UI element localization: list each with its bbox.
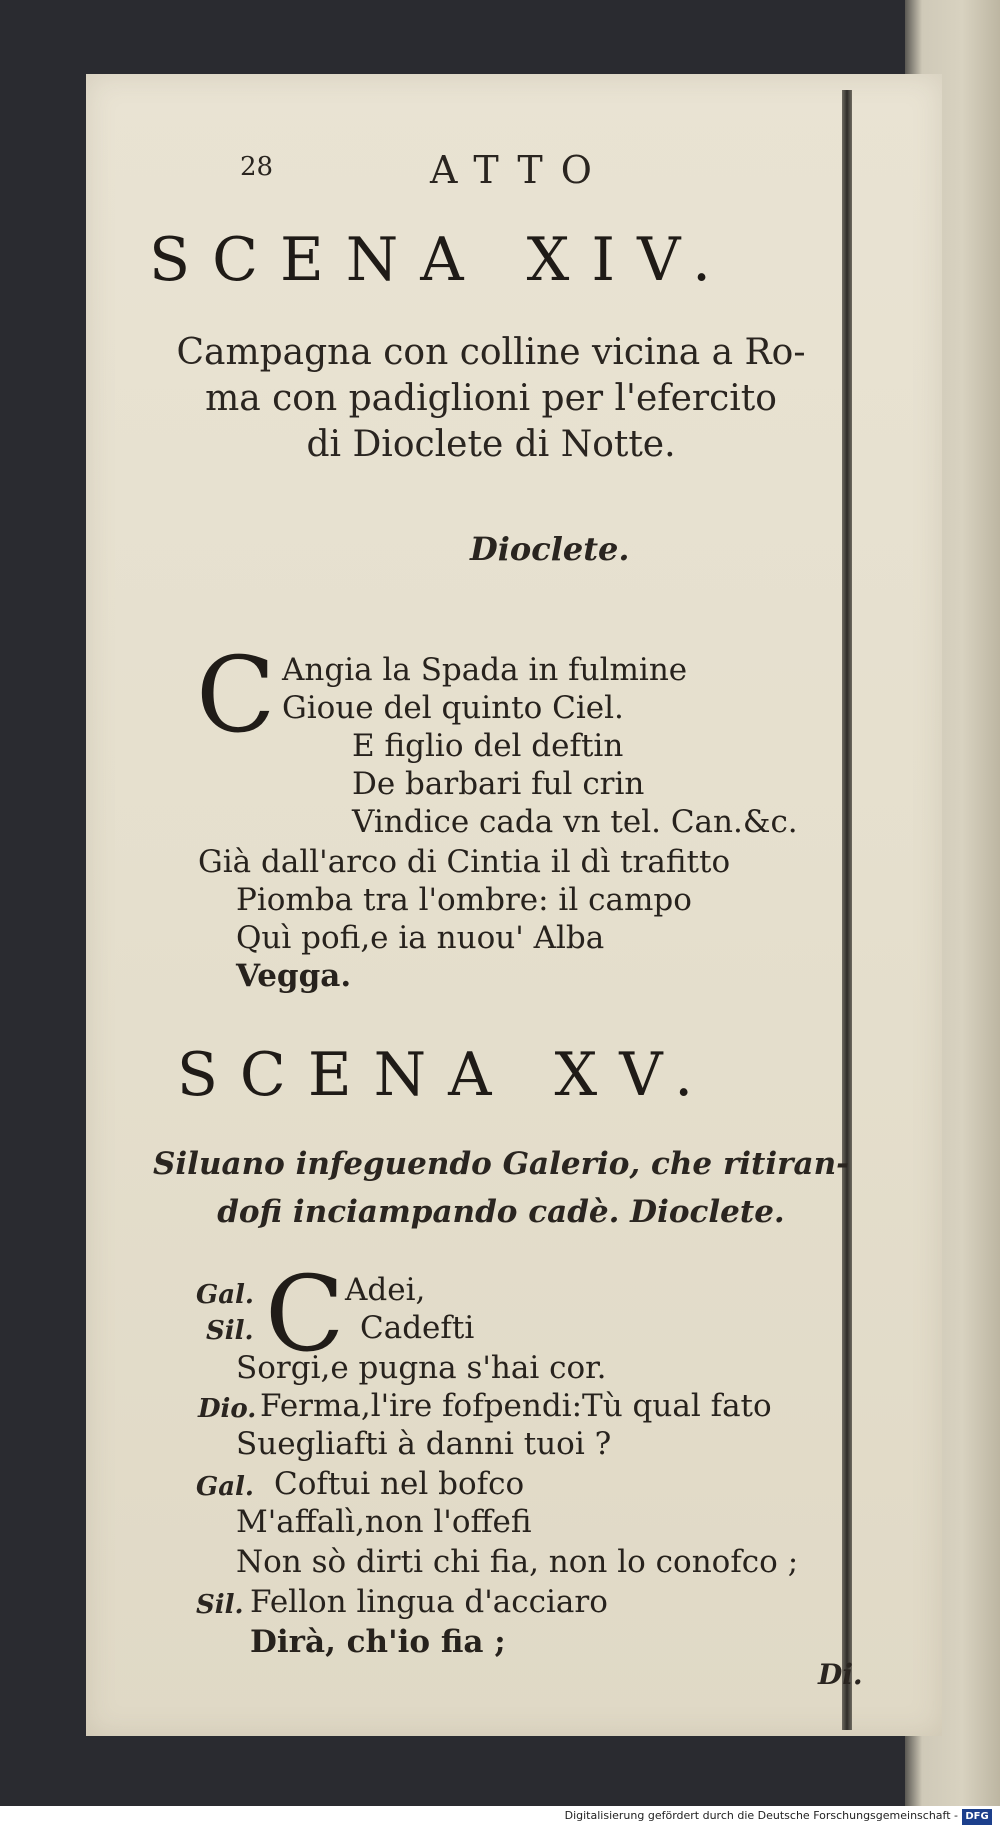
stage-direction-line: Siluano infeguendo Galerio, che ritiran- bbox=[153, 1146, 849, 1182]
dialogue-line: Fellon lingua d'acciaro bbox=[250, 1584, 608, 1620]
footer-bar bbox=[0, 1806, 1000, 1829]
page-number: 28 bbox=[240, 152, 274, 182]
scene-15-title: SCENA XV. bbox=[176, 1040, 716, 1110]
verse-line: Gioue del quinto Ciel. bbox=[282, 690, 624, 726]
scene-14-description-line: Campagna con colline vicina a Ro- bbox=[176, 332, 806, 373]
speaker-label: Gal. bbox=[196, 1472, 254, 1502]
scene-14-description bbox=[86, 330, 896, 468]
dialogue-line: Sorgi,e pugna s'hai cor. bbox=[236, 1350, 607, 1386]
scene-14-title: SCENA XIV. bbox=[148, 225, 734, 295]
verse-line: Angia la Spada in fulmine bbox=[282, 652, 688, 688]
dfg-logo-icon: DFG bbox=[962, 1809, 992, 1825]
dialogue-line: Adei, bbox=[345, 1272, 426, 1308]
verse-line: De barbari ful crin bbox=[352, 766, 645, 802]
stage-direction-line: dofi inciampando cadè. Dioclete. bbox=[217, 1194, 785, 1230]
speaker-label: Sil. bbox=[206, 1316, 254, 1346]
scene-15-stage-direction bbox=[86, 1140, 916, 1236]
scene-14-description-line: di Dioclete di Notte. bbox=[306, 424, 676, 465]
scene-14-description-line: ma con padiglioni per l'efercito bbox=[205, 378, 777, 419]
scene-14-character: Dioclete. bbox=[470, 530, 630, 568]
drop-cap: C bbox=[265, 1253, 345, 1375]
catchword: Di. bbox=[818, 1658, 863, 1691]
verse-line: Vegga. bbox=[236, 958, 352, 994]
verse-line: Quì pofi,e ia nuou' Alba bbox=[236, 920, 605, 956]
verse-line: Vindice cada vn tel. Can.&c. bbox=[352, 804, 798, 840]
verse-line: E figlio del deftin bbox=[352, 728, 624, 764]
speaker-label: Sil. bbox=[196, 1590, 244, 1620]
verse-line: Piomba tra l'ombre: il campo bbox=[236, 882, 692, 918]
verse-line: Già dall'arco di Cintia il dì trafitto bbox=[198, 844, 731, 880]
dialogue-line: Non sò dirti chi fia, non lo conofco ; bbox=[236, 1544, 799, 1580]
dialogue-line: M'affalì,non l'offefi bbox=[236, 1504, 532, 1540]
speaker-label: Gal. bbox=[196, 1280, 254, 1310]
dialogue-line: Ferma,l'ire fofpendi:Tù qual fato bbox=[260, 1388, 772, 1424]
dialogue-line: Coftui nel bofco bbox=[274, 1466, 525, 1502]
dialogue-line: Suegliafti à danni tuoi ? bbox=[236, 1426, 612, 1462]
digitization-credit: Digitalisierung gefördert durch die Deutsche Forschungsgemeinschaft - bbox=[564, 1809, 958, 1822]
page-header bbox=[240, 148, 760, 198]
drop-cap: C bbox=[196, 634, 276, 756]
running-title: ATTO bbox=[430, 148, 610, 192]
dialogue-line: Dirà, ch'io fia ; bbox=[250, 1624, 506, 1660]
dialogue-line: Cadefti bbox=[360, 1310, 475, 1346]
speaker-label: Dio. bbox=[198, 1394, 257, 1424]
